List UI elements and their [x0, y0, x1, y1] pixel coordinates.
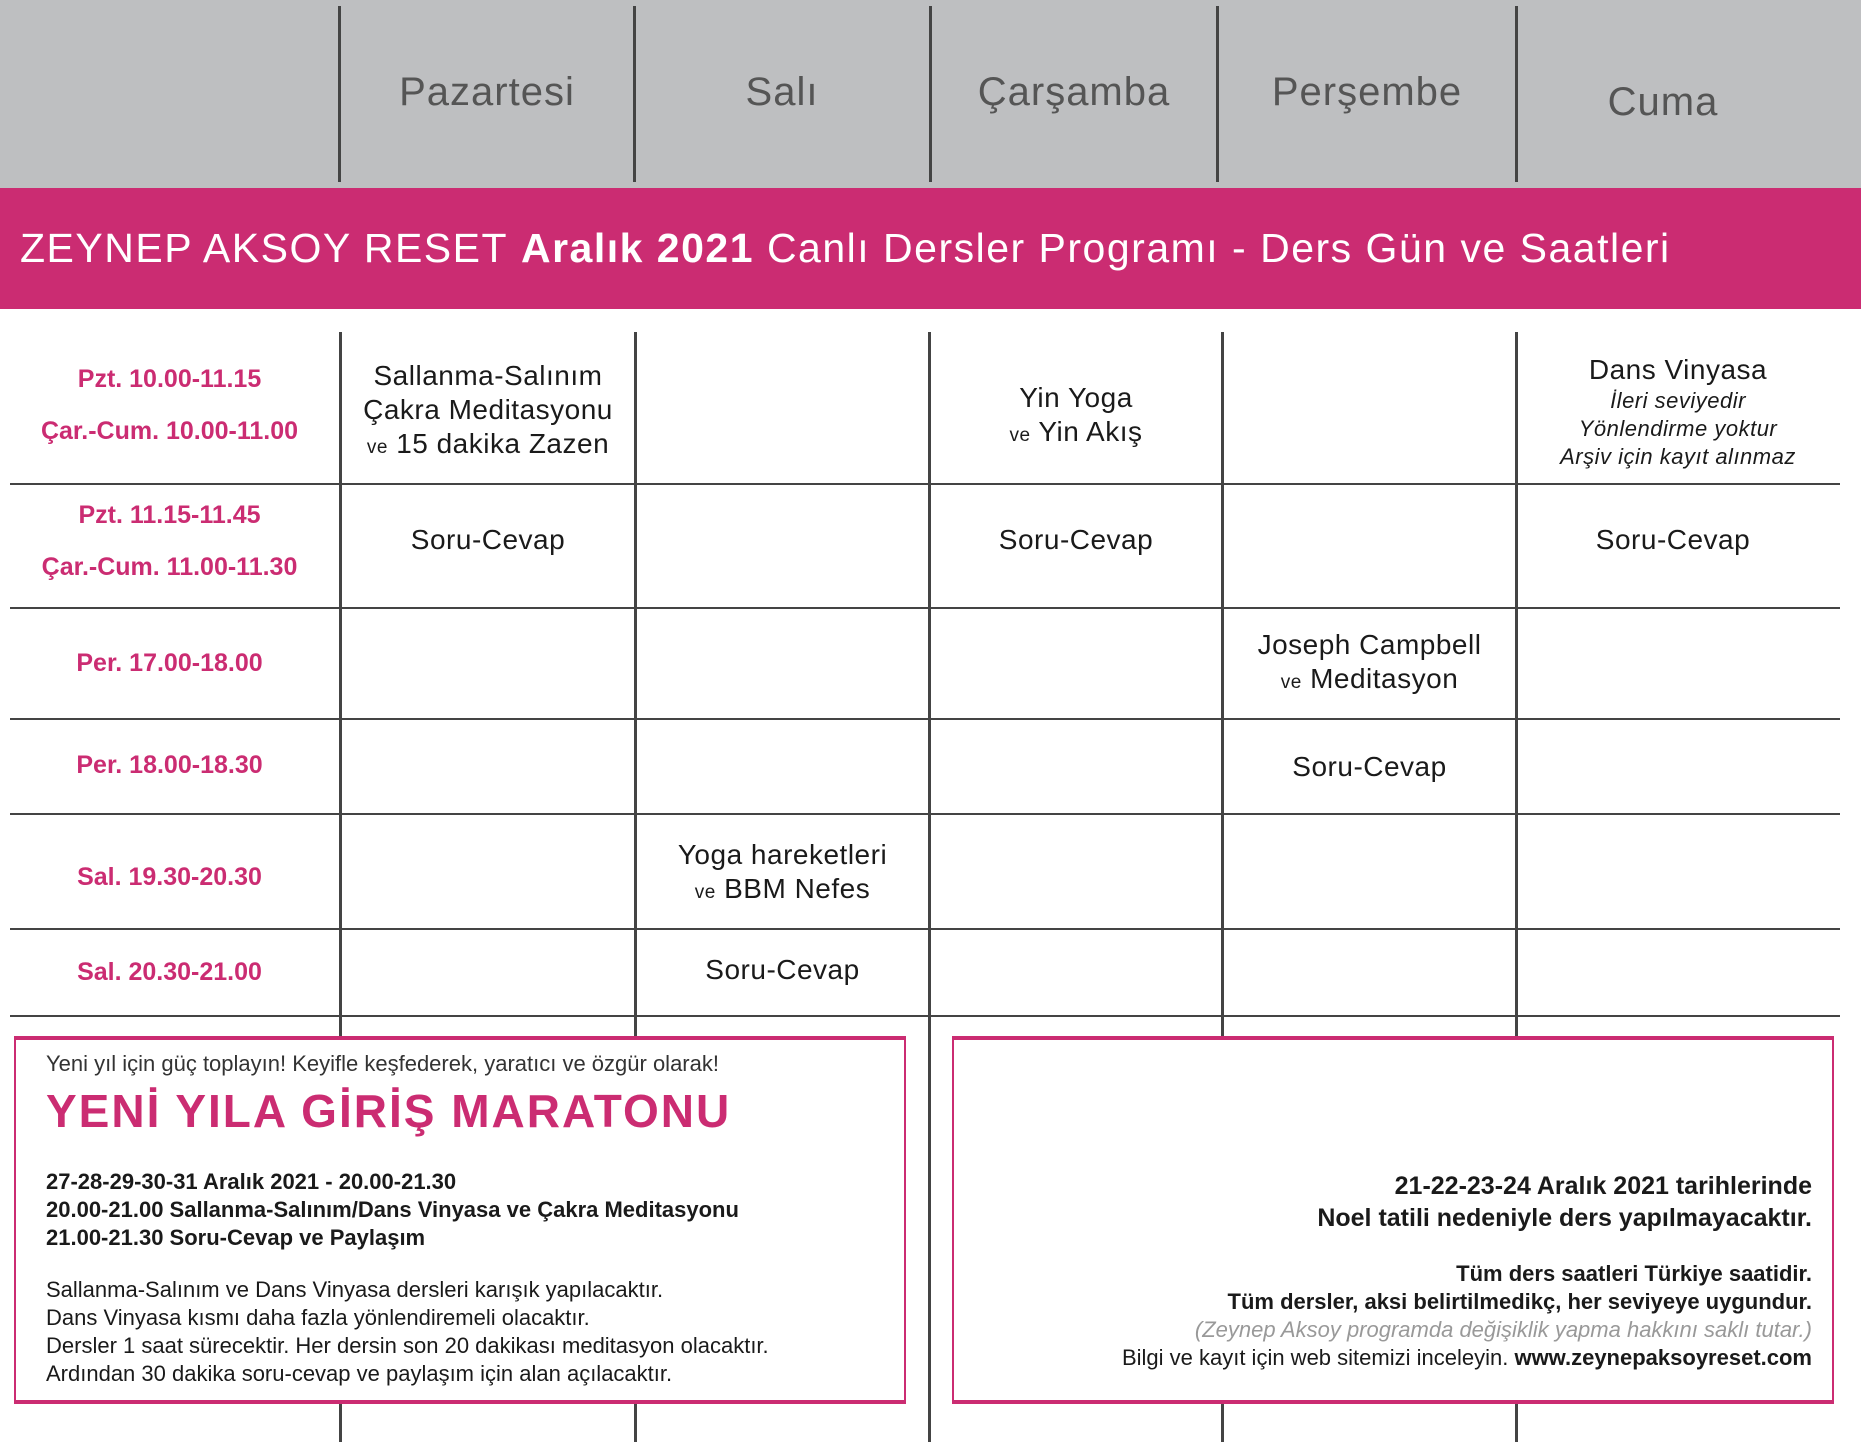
class-qa-tuesday: Soru-Cevap: [705, 954, 860, 985]
ve-prefix: ve: [694, 882, 716, 903]
marathon-heading: YENİ YILA GİRİŞ MARATONU: [46, 1085, 732, 1137]
class-line: [1224, 662, 1515, 700]
ve-prefix: ve: [1280, 671, 1302, 693]
class-note: Arşiv için kayıt alınmaz: [1560, 443, 1796, 469]
class-friday-1: [1518, 340, 1838, 483]
holiday-notice: 21-22-23-24 Aralık 2021 tarihlerinde: [1394, 1172, 1812, 1200]
class-tuesday: [637, 820, 928, 928]
title-month: Aralık 2021: [520, 225, 755, 271]
row-label: [0, 946, 339, 998]
day-wednesday: Çarşamba: [977, 70, 1171, 114]
level-note: Tüm dersler, aksi belirtilmedikç, her seviyeye uygundur.: [1227, 1289, 1812, 1314]
class-note: İleri seviyedir: [1610, 387, 1746, 413]
class-monday-1: [342, 340, 634, 483]
class-line: 15 dakika Zazen: [396, 427, 610, 459]
class-qa-friday: Soru-Cevap: [1595, 524, 1751, 555]
class-line: Sallanma-Salınım: [373, 359, 603, 391]
day-monday: Pazartesi: [399, 70, 575, 114]
row-label: [0, 637, 339, 689]
row-time: Çar.-Cum. 11.00-11.30: [41, 553, 298, 581]
title-prefix: ZEYNEP AKSOY RESET: [20, 225, 509, 271]
row-label: [0, 353, 339, 457]
class-qa-monday: Soru-Cevap: [410, 524, 566, 555]
class-line: [637, 872, 928, 910]
page-title: [0, 188, 1861, 309]
class-line: Yin Akış: [1038, 415, 1143, 447]
class-line: Meditasyon: [1310, 662, 1459, 694]
info-text: Bilgi ve kayıt için web sitemizi inceleyin.: [1121, 1345, 1509, 1370]
class-line: Yin Yoga: [1019, 381, 1133, 413]
row-time: Sal. 20.30-21.00: [77, 958, 262, 986]
marathon-note: Dans Vinyasa kısmı daha fazla yönlendiremeli olacaktır.: [46, 1305, 590, 1330]
class-line: Joseph Campbell: [1257, 628, 1482, 660]
marathon-intro: Yeni yıl için güç toplayın! Keyifle keşfederek, yaratıcı ve özgür olarak!: [46, 1051, 719, 1076]
row-label: [0, 739, 339, 791]
marathon-box: [14, 1036, 906, 1404]
row-time: Per. 17.00-18.00: [76, 649, 263, 677]
disclaimer: (Zeynep Aksoy programda değişiklik yapma hakkını saklı tutar.): [1194, 1317, 1812, 1342]
marathon-session: 20.00-21.00 Sallanma-Salınım/Dans Vinyasa ve Çakra Meditasyonu: [46, 1197, 739, 1222]
day-friday: Cuma: [1607, 80, 1719, 124]
day-header: [0, 0, 1861, 188]
row-divider: [10, 813, 1840, 815]
class-line: [931, 415, 1221, 453]
class-qa-thursday: Soru-Cevap: [1292, 750, 1447, 782]
class-note: Yönlendirme yoktur: [1578, 415, 1778, 441]
class-line: Dans Vinyasa: [1588, 353, 1768, 385]
row-divider: [10, 607, 1840, 609]
marathon-note: Dersler 1 saat sürecektir. Her dersin son 20 dakikası meditasyon olacaktır.: [46, 1333, 769, 1358]
row-time: Per. 18.00-18.30: [76, 751, 263, 779]
row-time: Sal. 19.30-20.30: [77, 863, 262, 891]
title-suffix: Canlı Dersler Programı - Ders Gün ve Saatleri: [766, 225, 1671, 271]
row-label: [0, 489, 339, 593]
notice-box: [952, 1036, 1834, 1404]
row-divider: [10, 718, 1840, 720]
class-line: BBM Nefes: [724, 873, 871, 904]
class-line: Çakra Meditasyonu: [363, 393, 613, 425]
class-qa-wednesday: Soru-Cevap: [998, 524, 1154, 555]
class-thursday: [1224, 609, 1515, 718]
marathon-session: 21.00-21.30 Soru-Cevap ve Paylaşım: [46, 1225, 426, 1250]
row-time: Pzt. 10.00-11.15: [77, 365, 262, 393]
class-line: Yoga hareketleri: [677, 839, 888, 870]
row-time: Pzt. 11.15-11.45: [78, 501, 261, 529]
row-divider: [10, 1015, 1840, 1017]
day-thursday: Perşembe: [1271, 70, 1463, 114]
row-label: [0, 851, 339, 903]
row-time: Çar.-Cum. 10.00-11.00: [40, 417, 299, 445]
marathon-note: Sallanma-Salınım ve Dans Vinyasa dersleri karışık yapılacaktır.: [46, 1277, 664, 1302]
marathon-note: Ardından 30 dakika soru-cevap ve paylaşım için alan açılacaktır.: [46, 1361, 673, 1386]
website-link[interactable]: www.zeynepaksoyreset.com: [1514, 1345, 1812, 1370]
timezone-note: Tüm ders saatleri Türkiye saatidir.: [1456, 1261, 1812, 1286]
day-tuesday: Salı: [745, 70, 819, 114]
class-line: [342, 427, 634, 465]
ve-prefix: ve: [366, 436, 388, 458]
marathon-dates: 27-28-29-30-31 Aralık 2021 - 20.00-21.30: [46, 1169, 457, 1194]
class-wednesday-1: [931, 350, 1221, 483]
holiday-notice: Noel tatili nedeniyle ders yapılmayacaktır.: [1317, 1204, 1812, 1232]
info-line: [974, 1344, 1812, 1372]
ve-prefix: ve: [1009, 424, 1031, 446]
